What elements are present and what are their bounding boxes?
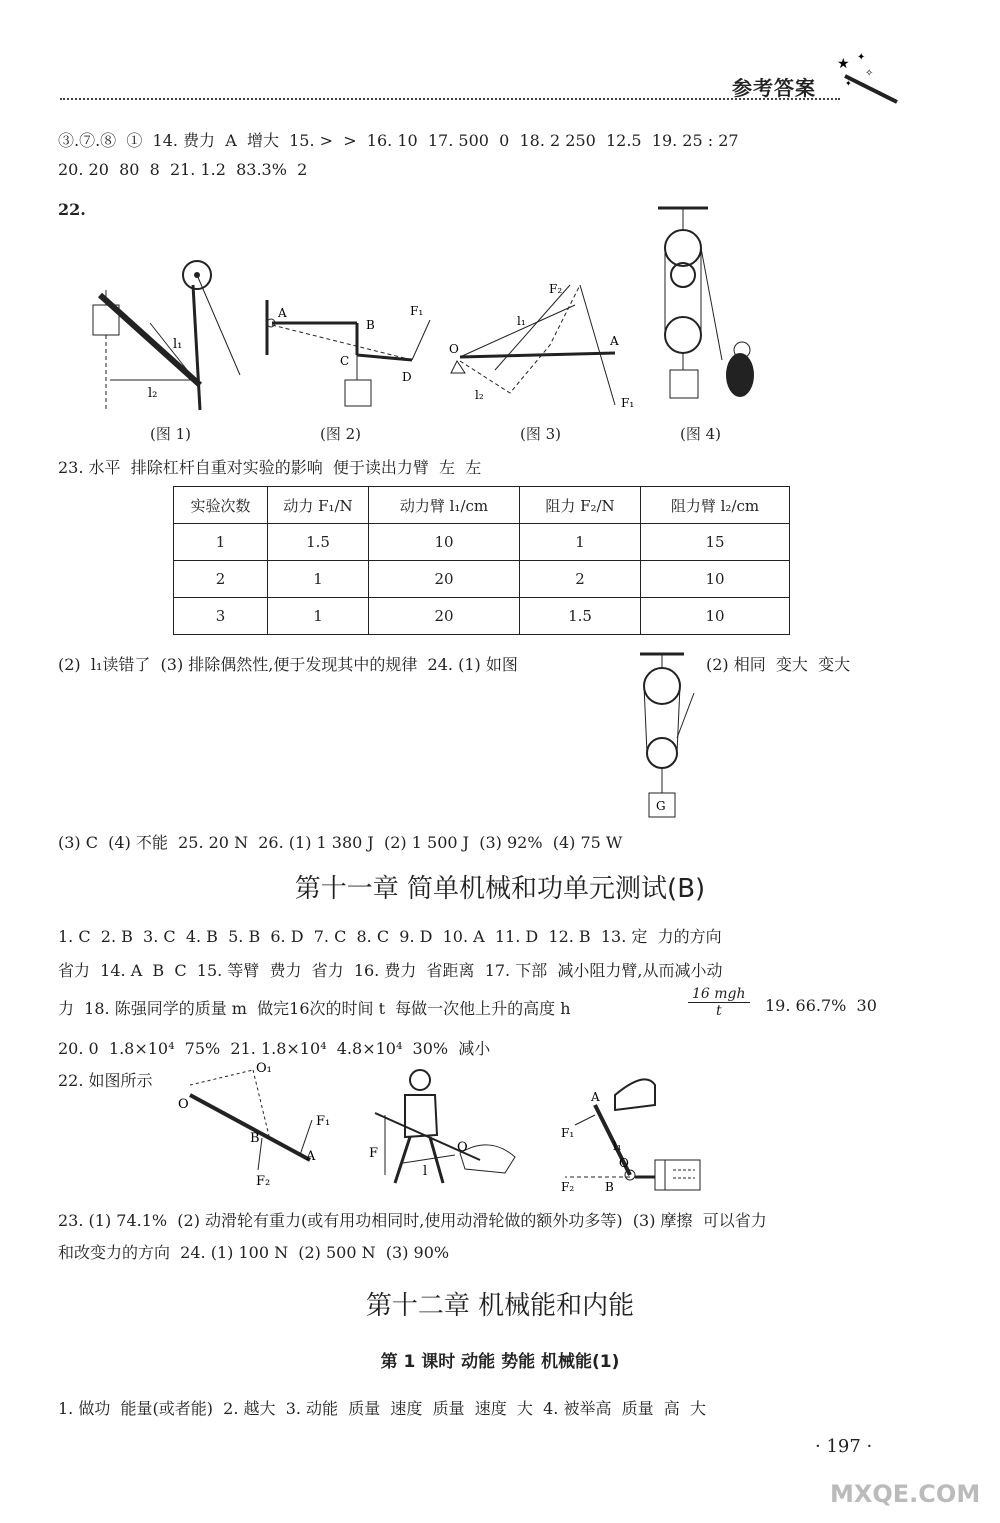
table-header-cell: 实验次数 <box>174 487 268 524</box>
fig2-label-c: C <box>340 354 350 368</box>
answer-row-2: 20. 20 80 8 21. 1.2 83.3% 2 <box>58 160 308 179</box>
table-cell: 2 <box>520 561 641 598</box>
answer-row-c: (3) C (4) 不能 25. 20 N 26. (1) 1 380 J (2) 1 500 J (3) 92% (4) 75 W <box>58 833 623 852</box>
figure-2-lever <box>262 295 442 415</box>
fraction-numerator: 16 mgh <box>688 986 750 1003</box>
answer-row-1: ③.⑦.⑧ ① 14. 费力 A 增大 15. > > 16. 10 17. 500 0 18. 2 250 12.5 19. 25 : 27 <box>58 131 739 150</box>
table-cell: 10 <box>641 598 790 635</box>
fig3-label-l1: l₁ <box>517 314 526 328</box>
fig5-label-o: O <box>178 1097 189 1112</box>
table-header-cell: 阻力臂 l₂/cm <box>641 487 790 524</box>
fig6-label-o: O <box>457 1140 468 1155</box>
table-cell: 1 <box>268 598 369 635</box>
chapter11b-line1: 1. C 2. B 3. C 4. B 5. B 6. D 7. C 8. C 9. D 10. A 11. D 12. B 13. 定 力的方向 <box>58 927 722 946</box>
table-cell: 20 <box>369 598 520 635</box>
fig3-label-a: A <box>610 334 619 348</box>
svg-text:★: ★ <box>837 56 850 72</box>
table-row <box>174 561 790 598</box>
experiment-table <box>173 486 790 635</box>
fig7-label-f2: F₂ <box>561 1180 575 1194</box>
fraction <box>688 986 750 1019</box>
answer-after-table: (2) l₁读错了 (3) 排除偶然性,便于发现其中的规律 24. (1) 如图 <box>58 655 518 674</box>
fig1-label-l1: l₁ <box>173 337 183 352</box>
table-cell: 1 <box>268 561 369 598</box>
svg-text:✦: ✦ <box>857 52 866 63</box>
answer-after-table-right: (2) 相同 变大 变大 <box>706 655 851 674</box>
magic-wand-icon <box>835 46 905 106</box>
svg-text:✧: ✧ <box>865 68 874 79</box>
chapter12-line1: 1. 做功 能量(或者能) 2. 越大 3. 动能 质量 速度 质量 速度 大 4. 被举高 质量 高 大 <box>58 1399 706 1418</box>
figure-lever-rod <box>170 1060 350 1190</box>
table-cell: 1 <box>520 524 641 561</box>
table-cell: 20 <box>369 561 520 598</box>
figure-caption-2: (图 2) <box>320 425 362 443</box>
figure-3-lever <box>445 275 635 415</box>
fig2-label-f1: F₁ <box>410 304 424 318</box>
table-cell: 10 <box>641 561 790 598</box>
fig5-label-a: A <box>306 1149 316 1164</box>
table-cell: 3 <box>174 598 268 635</box>
fig5-label-f1: F₁ <box>316 1114 331 1129</box>
chapter11b-line6: 和改变力的方向 24. (1) 100 N (2) 500 N (3) 90% <box>58 1243 450 1262</box>
figure-1-crane-lever <box>80 245 260 415</box>
fig7-label-a: A <box>591 1090 600 1104</box>
chapter11b-q22: 22. 如图所示 <box>58 1071 153 1090</box>
table-row <box>174 524 790 561</box>
figure-caption-3: (图 3) <box>520 425 562 443</box>
question-22-label: 22. <box>58 200 86 219</box>
fig6-label-f: F <box>369 1146 379 1161</box>
fig3-label-o: O <box>449 342 459 356</box>
table-header-cell: 阻力 F₂/N <box>520 487 641 524</box>
chapter-12-title: 第十二章 机械能和内能 <box>365 1291 635 1321</box>
question-23: 23. 水平 排除杠杆自重对实验的影响 便于读出力臂 左 左 <box>58 458 482 477</box>
figure-caption-4: (图 4) <box>680 425 722 443</box>
fig2-label-a: A <box>278 306 287 320</box>
header-title: 参考答案 <box>732 76 816 100</box>
lesson-title: 第 1 课时 动能 势能 机械能(1) <box>380 1352 620 1372</box>
pulley-label-g: G <box>656 799 666 813</box>
figure-24-pulley <box>628 648 708 820</box>
fig5-label-b: B <box>250 1131 260 1146</box>
fig2-label-b: B <box>366 318 375 332</box>
table-row <box>174 598 790 635</box>
fig5-label-o1: O₁ <box>256 1061 272 1076</box>
fig7-label-o: O <box>619 1156 629 1170</box>
table-cell: 2 <box>174 561 268 598</box>
page-number: · 197 · <box>815 1436 873 1457</box>
fig6-label-l: l <box>423 1164 428 1179</box>
fig3-label-l2: l₂ <box>475 388 484 402</box>
table-cell: 1.5 <box>520 598 641 635</box>
chapter11b-line3b: 19. 66.7% 30 <box>765 996 877 1015</box>
fig3-label-f2: F₂ <box>549 282 563 296</box>
table-cell: 1.5 <box>268 524 369 561</box>
figure-4-pulley-system <box>650 200 770 415</box>
svg-text:✦: ✦ <box>845 79 852 88</box>
fig1-label-l2: l₂ <box>148 386 158 401</box>
table-header-row <box>174 487 790 524</box>
chapter11b-line4: 20. 0 1.8×10⁴ 75% 21. 1.8×10⁴ 4.8×10⁴ 30% 减小 <box>58 1039 491 1058</box>
fig7-label-b: B <box>605 1180 614 1194</box>
chapter11b-line5: 23. (1) 74.1% (2) 动滑轮有重力(或有用功相同时,使用动滑轮做的额外功多等) (3) 摩擦 可以省力 <box>58 1211 767 1230</box>
figure-pedal-lever <box>555 1065 715 1195</box>
fig2-label-d: D <box>402 370 412 384</box>
chapter11b-line2: 省力 14. A B C 15. 等臂 费力 省力 16. 费力 省距离 17. 下部 减小阻力臂,从而减小动 <box>58 961 723 980</box>
figure-worker-shovel <box>365 1065 525 1195</box>
figure-caption-1: (图 1) <box>150 425 192 443</box>
table-cell: 15 <box>641 524 790 561</box>
fig5-label-f2: F₂ <box>256 1174 271 1189</box>
fraction-denominator: t <box>715 1003 722 1019</box>
table-cell: 10 <box>369 524 520 561</box>
header-divider <box>60 98 840 100</box>
fig7-label-l1: l₁ <box>613 1139 622 1153</box>
chapter11b-line3a: 力 18. 陈强同学的质量 m 做完16次的时间 t 每做一次他上升的高度 h <box>58 999 571 1018</box>
table-cell: 1 <box>174 524 268 561</box>
watermark: MXQE.COM <box>830 1480 981 1508</box>
chapter-11b-title: 第十一章 简单机械和功单元测试(B) <box>294 874 706 904</box>
table-header-cell: 动力 F₁/N <box>268 487 369 524</box>
table-header-cell: 动力臂 l₁/cm <box>369 487 520 524</box>
fig3-label-f1: F₁ <box>621 396 635 410</box>
fig7-label-f1: F₁ <box>561 1126 575 1140</box>
